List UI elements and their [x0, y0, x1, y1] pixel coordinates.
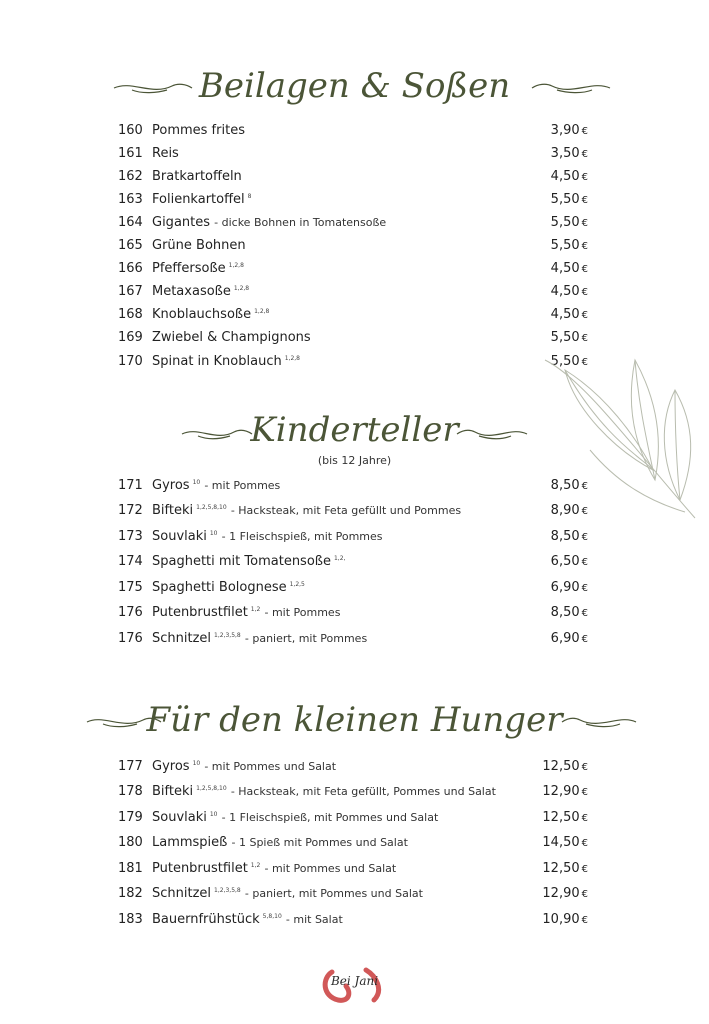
item-price-block [528, 810, 588, 825]
item-price: 5,50 [550, 214, 580, 230]
currency-symbol: € [581, 889, 588, 900]
currency-symbol: € [581, 356, 588, 368]
item-price-block [528, 835, 588, 850]
item-description: - paniert, mit Pommes [244, 631, 368, 645]
menu-item-row [118, 351, 588, 371]
currency-symbol: € [581, 838, 588, 849]
item-number: 165 [118, 238, 143, 253]
currency-symbol: € [581, 264, 588, 276]
item-description: - 1 Spieß mit Pommes und Salat [231, 836, 408, 849]
item-price-block [528, 784, 588, 799]
item-price: 3,90 [550, 122, 580, 138]
item-name: Schnitzel [152, 630, 212, 646]
item-price: 12,50 [542, 758, 580, 774]
item-name-block [152, 169, 528, 184]
item-name-block [152, 529, 528, 544]
item-number: 162 [118, 168, 143, 184]
logo-text: Bei Jani [330, 974, 379, 988]
item-name-block [152, 123, 528, 138]
currency-symbol: € [581, 125, 588, 137]
item-description: - dicke Bohnen in Tomatensoße [214, 215, 387, 229]
menu-item-row [118, 475, 588, 495]
item-name: Bratkartoffeln [152, 168, 242, 184]
item-name-block [152, 284, 528, 299]
menu-item-row [118, 259, 588, 279]
item-price: 5,50 [550, 330, 580, 346]
item-number: 183 [118, 911, 143, 927]
item-number: 169 [118, 330, 143, 346]
section-title-kleinen-hunger: Für den kleinen Hunger [146, 700, 563, 740]
item-number: 163 [118, 191, 143, 207]
item-name-block [152, 215, 528, 230]
item-number: 177 [118, 758, 143, 774]
item-price: 5,50 [550, 191, 580, 207]
item-name-block [152, 759, 528, 774]
item-number: 167 [118, 284, 143, 300]
item-name: Zwiebel & Champignons [152, 330, 311, 346]
item-name-block [152, 307, 528, 322]
item-name-block [152, 478, 528, 493]
allergen-codes: 1,2,8 [233, 285, 250, 293]
item-name: Bifteki [152, 784, 194, 799]
currency-symbol: € [581, 506, 588, 517]
item-number: 173 [118, 528, 143, 544]
item-price: 12,50 [542, 860, 580, 876]
menu-item-row [118, 807, 588, 827]
item-price-block [528, 759, 588, 774]
item-price: 4,50 [550, 307, 580, 323]
currency-symbol: € [581, 287, 588, 299]
allergen-codes: 10 [192, 759, 201, 767]
item-price: 8,90 [550, 503, 580, 518]
allergen-codes: 1,2,5,8,10 [196, 504, 227, 511]
currency-symbol: € [581, 582, 588, 594]
item-number: 170 [118, 353, 143, 369]
item-name-block [152, 912, 528, 927]
item-price: 14,50 [542, 835, 580, 850]
item-name-block [152, 146, 528, 161]
item-name: Metaxasoße [152, 284, 231, 300]
item-number: 171 [118, 477, 143, 493]
allergen-codes: 1,2,8 [228, 262, 244, 270]
menu-item-row [118, 858, 588, 878]
allergen-codes: 5,8,10 [262, 912, 282, 920]
kinderteller-age-note: (bis 12 Jahre) [317, 454, 392, 467]
menu-item-row [118, 526, 588, 546]
item-price-block [528, 215, 588, 230]
item-price-block [528, 861, 588, 876]
menu-item-row [118, 756, 588, 776]
item-name-block [152, 503, 528, 518]
allergen-codes: 1,2,5 [289, 580, 305, 588]
currency-symbol: € [581, 333, 588, 345]
item-name: Putenbrustfilet [152, 605, 248, 620]
item-number: 172 [118, 503, 143, 518]
menu-item-row [118, 143, 588, 163]
item-name: Souvlaki [152, 528, 207, 544]
item-description: - mit Pommes [204, 478, 281, 492]
item-number: 180 [118, 835, 143, 850]
item-name-block [152, 861, 528, 876]
currency-symbol: € [581, 557, 588, 568]
currency-symbol: € [581, 217, 588, 229]
currency-symbol: € [581, 171, 588, 183]
section-title-kinderteller: Kinderteller [250, 410, 459, 450]
menu-item-row [118, 909, 588, 929]
item-number: 179 [118, 809, 143, 825]
allergen-codes: 10 [192, 478, 201, 486]
item-price: 3,50 [550, 145, 580, 161]
item-price-block [528, 261, 588, 276]
item-name: Knoblauchsoße [152, 307, 252, 323]
item-number: 176 [118, 630, 143, 646]
allergen-codes: 1,2,3,5,8 [214, 887, 241, 894]
item-name-block [152, 580, 528, 595]
item-price: 6,50 [550, 554, 580, 569]
item-name: Pfeffersoße [152, 261, 226, 277]
allergen-codes: 1,2,3,5,8 [214, 631, 241, 639]
item-price-block [528, 886, 588, 901]
menu-item-row [118, 552, 588, 572]
currency-symbol: € [581, 633, 588, 645]
menu-item-row [118, 166, 588, 186]
item-price-block [528, 631, 588, 646]
item-name-block [152, 784, 528, 799]
leaf-decoration-icon [535, 340, 705, 525]
item-name: Bauernfrühstück [152, 911, 260, 927]
item-price: 12,90 [542, 784, 580, 799]
item-number: 175 [118, 579, 143, 595]
item-price: 6,90 [550, 579, 580, 595]
allergen-codes: 1,2,5,8,10 [196, 785, 227, 792]
currency-symbol: € [581, 863, 588, 875]
menu-item-row [118, 603, 588, 623]
menu-item-row [118, 501, 588, 521]
item-price-block [528, 605, 588, 620]
item-description: - mit Pommes und Salat [204, 759, 337, 773]
item-name: Folienkartoffel [152, 191, 245, 207]
item-number: 166 [118, 261, 143, 277]
item-price: 12,90 [542, 886, 580, 901]
currency-symbol: € [581, 241, 588, 252]
flourish-right-2 [455, 424, 529, 444]
currency-symbol: € [581, 761, 588, 773]
item-number: 161 [118, 145, 143, 161]
item-name: Putenbrustfilet [152, 860, 248, 876]
item-name: Lammspieß [152, 835, 228, 850]
item-price: 8,50 [550, 477, 580, 493]
item-price-block [528, 123, 588, 138]
item-description: - 1 Fleischspieß, mit Pommes und Salat [221, 810, 439, 824]
currency-symbol: € [581, 194, 588, 206]
item-name: Gyros [152, 758, 190, 774]
item-price-block [528, 529, 588, 544]
item-name-block [152, 238, 528, 253]
allergen-codes: 1,2,8 [284, 354, 300, 362]
item-price: 8,50 [550, 605, 580, 620]
allergen-codes: 1,2,8 [254, 308, 270, 316]
allergen-codes: 8 [247, 192, 252, 200]
item-name-block [152, 192, 528, 207]
currency-symbol: € [581, 531, 588, 543]
item-price-block [528, 307, 588, 322]
allergen-codes: 1,2, [333, 555, 346, 562]
menu-item-row [118, 782, 588, 802]
item-name-block [152, 605, 528, 620]
item-name-block [152, 554, 528, 569]
allergen-codes: 10 [209, 529, 218, 537]
item-name: Schnitzel [152, 886, 212, 901]
item-name: Spaghetti Bolognese [152, 579, 287, 595]
allergen-codes: 1,2 [250, 606, 261, 613]
item-name: Gigantes [152, 214, 211, 230]
item-price: 6,90 [550, 630, 580, 646]
item-description: - Hacksteak, mit Feta gefüllt, Pommes und Salat [230, 785, 496, 798]
menu-item-row [118, 282, 588, 302]
allergen-codes: 10 [209, 810, 218, 818]
currency-symbol: € [581, 914, 588, 926]
menu-item-row [118, 884, 588, 904]
item-price: 8,50 [550, 528, 580, 544]
item-name-block [152, 810, 528, 825]
item-name: Gyros [152, 477, 190, 493]
currency-symbol: € [581, 812, 588, 824]
menu-item-row [118, 833, 588, 853]
item-name-block [152, 886, 528, 901]
currency-symbol: € [581, 310, 588, 322]
menu-item-row [118, 628, 588, 648]
item-name: Souvlaki [152, 809, 207, 825]
flourish-right-3 [560, 712, 638, 732]
flourish-right-1 [530, 78, 612, 98]
item-price-block [528, 238, 588, 253]
menu-item-row [118, 189, 588, 209]
item-number: 182 [118, 886, 143, 901]
item-price-block [528, 912, 588, 927]
item-description: - mit Pommes [264, 606, 341, 619]
item-number: 160 [118, 122, 143, 138]
item-price: 5,50 [550, 353, 580, 369]
item-description: - paniert, mit Pommes und Salat [244, 887, 423, 900]
item-number: 178 [118, 784, 143, 799]
item-name: Bifteki [152, 503, 194, 518]
item-name-block [152, 631, 528, 646]
item-number: 181 [118, 860, 143, 876]
currency-symbol: € [581, 608, 588, 619]
item-price: 4,50 [550, 261, 580, 277]
item-price-block [528, 192, 588, 207]
item-price: 5,50 [550, 238, 580, 253]
item-name-block [152, 354, 528, 369]
item-name-block [152, 835, 528, 850]
menu-item-row [118, 305, 588, 325]
section-title-beilagen: Beilagen & Soßen [198, 66, 511, 106]
item-description: - mit Salat [285, 912, 343, 926]
allergen-codes: 1,2 [250, 861, 261, 869]
item-name-block [152, 261, 528, 276]
item-name: Spinat in Knoblauch [152, 353, 282, 369]
item-price-block [528, 580, 588, 595]
item-price: 4,50 [550, 284, 580, 300]
menu-item-row [118, 120, 588, 140]
item-price-block [528, 146, 588, 161]
item-number: 174 [118, 554, 143, 569]
item-price-block [528, 554, 588, 569]
item-name: Pommes frites [152, 122, 245, 138]
item-name-block [152, 330, 528, 345]
item-description: - 1 Fleischspieß, mit Pommes [221, 529, 383, 543]
item-price: 4,50 [550, 168, 580, 184]
item-name: Grüne Bohnen [152, 238, 246, 253]
item-description: - mit Pommes und Salat [264, 861, 397, 875]
item-number: 176 [118, 605, 143, 620]
currency-symbol: € [581, 148, 588, 160]
item-description: - Hacksteak, mit Feta gefüllt und Pommes [230, 504, 462, 517]
item-price: 10,90 [542, 911, 580, 927]
item-number: 168 [118, 307, 143, 323]
menu-item-row [118, 212, 588, 232]
menu-item-row [118, 328, 588, 348]
item-price-block [528, 169, 588, 184]
menu-item-row [118, 577, 588, 597]
currency-symbol: € [581, 787, 588, 798]
item-number: 164 [118, 214, 143, 230]
item-price: 12,50 [542, 809, 580, 825]
menu-item-row [118, 236, 588, 256]
currency-symbol: € [581, 480, 588, 492]
item-price-block [528, 284, 588, 299]
item-name: Reis [152, 145, 179, 161]
item-name: Spaghetti mit Tomatensoße [152, 554, 331, 569]
